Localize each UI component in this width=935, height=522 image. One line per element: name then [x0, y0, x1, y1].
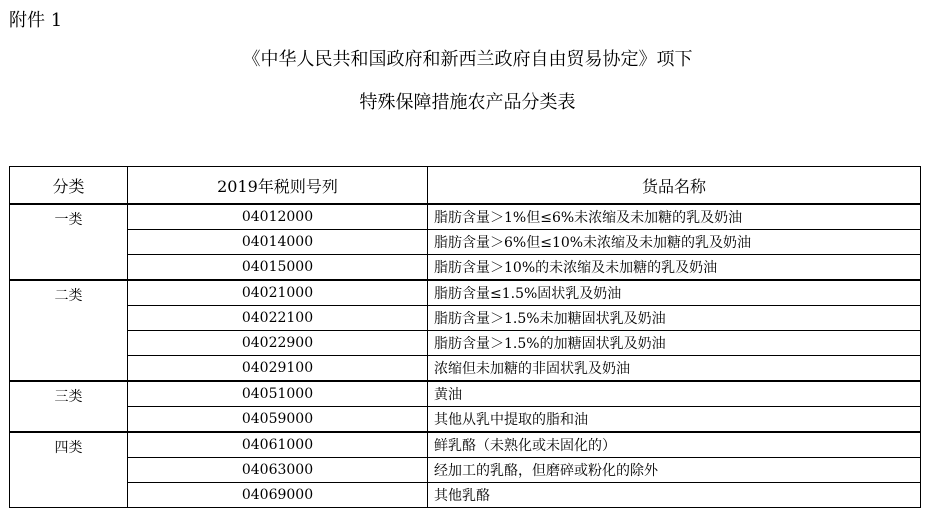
table-row	[10, 306, 921, 331]
table-row	[10, 407, 921, 433]
tariff-code-cell: 04022100	[128, 306, 428, 331]
column-header-goods-name: 货品名称	[428, 167, 921, 205]
table-row	[10, 432, 921, 458]
goods-name-cell: 脂肪含量＞6%但≤10%未浓缩及未加糖的乳及奶油	[428, 230, 921, 255]
goods-name-cell: 脂肪含量＞10%的未浓缩及未加糖的乳及奶油	[428, 255, 921, 281]
table-row	[10, 458, 921, 483]
table-row	[10, 483, 921, 508]
table-row	[10, 204, 921, 230]
tariff-code-cell: 04022900	[128, 331, 428, 356]
tariff-code-cell: 04061000	[128, 432, 428, 458]
tariff-code-cell: 04063000	[128, 458, 428, 483]
category-cell: 二类	[10, 280, 128, 381]
goods-name-cell: 其他从乳中提取的脂和油	[428, 407, 921, 433]
table-row	[10, 280, 921, 306]
table-row	[10, 331, 921, 356]
tariff-code-cell: 04012000	[128, 204, 428, 230]
category-cell: 三类	[10, 381, 128, 432]
document-subtitle: 特殊保障措施农产品分类表	[359, 92, 576, 113]
goods-name-cell: 其他乳酪	[428, 483, 921, 508]
document-title: 《中华人民共和国政府和新西兰政府自由贸易协定》项下	[242, 49, 693, 70]
tariff-code-cell: 04029100	[128, 356, 428, 382]
goods-name-cell: 脂肪含量＞1.5%未加糖固状乳及奶油	[428, 306, 921, 331]
category-cell: 一类	[10, 204, 128, 280]
goods-name-cell: 脂肪含量＞1.5%的加糖固状乳及奶油	[428, 331, 921, 356]
table-row	[10, 381, 921, 407]
tariff-code-cell: 04015000	[128, 255, 428, 281]
tariff-code-cell: 04051000	[128, 381, 428, 407]
table-row	[10, 356, 921, 382]
attachment-label: 附件 1	[9, 10, 63, 31]
product-classification-table	[9, 166, 921, 508]
goods-name-cell: 脂肪含量≤1.5%固状乳及奶油	[428, 280, 921, 306]
goods-name-cell: 浓缩但未加糖的非固状乳及奶油	[428, 356, 921, 382]
table-header-row	[10, 167, 921, 205]
column-header-tariff-code: 2019年税则号列	[128, 167, 428, 205]
goods-name-cell: 经加工的乳酪，但磨碎或粉化的除外	[428, 458, 921, 483]
category-cell: 四类	[10, 432, 128, 508]
column-header-category: 分类	[10, 167, 128, 205]
table-row	[10, 230, 921, 255]
goods-name-cell: 脂肪含量＞1%但≤6%未浓缩及未加糖的乳及奶油	[428, 204, 921, 230]
table-row	[10, 255, 921, 281]
tariff-code-cell: 04021000	[128, 280, 428, 306]
goods-name-cell: 鲜乳酪（未熟化或未固化的）	[428, 432, 921, 458]
tariff-code-cell: 04014000	[128, 230, 428, 255]
tariff-code-cell: 04059000	[128, 407, 428, 433]
goods-name-cell: 黄油	[428, 381, 921, 407]
tariff-code-cell: 04069000	[128, 483, 428, 508]
